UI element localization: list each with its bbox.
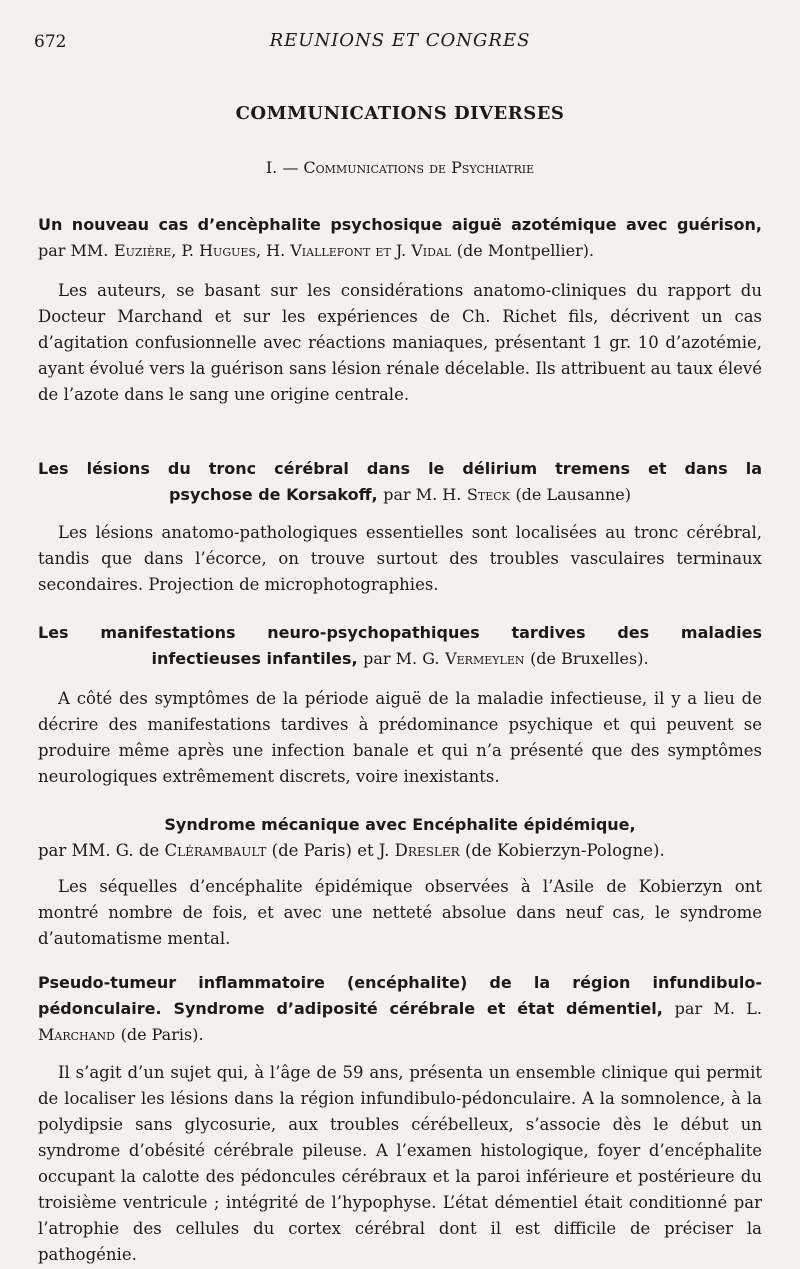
running-title: REUNIONS ET CONGRES [269,30,531,51]
article-5-by: par M. L. [674,999,762,1018]
page-number: 672 [34,32,67,52]
article-3-title-line2 [38,646,762,672]
article-4-affiliation-2: (de Kobierzyn-Pologne). [464,841,665,860]
article-4-affiliation-1: (de Paris) et J. [271,841,390,860]
article-4-authors [38,838,762,864]
article-1 [38,212,762,408]
article-4-author-2: Dresler [394,841,460,860]
article-3-authors: Vermeylen [445,649,525,668]
article-4-body: Les séquelles d’encéphalite épidémique observées à l’Asile de Kobierzyn ont montré nombre de fois, et avec une netteté absolue dans neuf cas, le syndrome d’automatisme mental. [38,877,762,948]
subsection-heading [0,158,800,177]
article-3-by: par M. G. [363,649,440,668]
article-2-authors: Steck [466,485,510,504]
article-2-title-line2 [38,482,762,508]
article-3-affiliation: (de Bruxelles). [530,649,649,668]
article-5-title-text: Pseudo-tumeur inflammatoire (encéphalite) de la région infundibulo-pédonculaire. Syndrome d’adiposité cérébrale et état démentiel, [38,973,762,1018]
article-3-body: A côté des symptômes de la période aiguë de la maladie infectieuse, il y a lieu de décrire des manifestations tardives à prédominance psychique et qui peuvent se produire même après une infection banale et qui n’a présenté que des symptômes neurologiques extrêmement discrets, voire inexistants. [38,689,762,786]
article-2-by: par M. H. [383,485,462,504]
article-5-affiliation: (de Paris). [120,1025,204,1044]
article-1-title [38,212,762,264]
article-3-title-line1: Les manifestations neuro-psychopathiques tardives des maladies [38,623,762,642]
subsection-numeral: I. — [265,158,299,177]
article-4 [38,812,762,952]
article-1-affiliation: (de Montpellier). [456,241,595,260]
article-3-title-text: infectieuses infantiles, [151,649,358,668]
article-5 [38,970,762,1268]
section-title: COMMUNICATIONS DIVERSES [235,103,565,124]
article-1-authors: Euzière, P. Hugues, H. Viallefont et J. Vidal [113,241,452,260]
article-2-title-line1: Les lésions du tronc cérébral dans le délirium tremens et dans la [38,459,762,478]
article-5-body: Il s’agit d’un sujet qui, à l’âge de 59 ans, présenta un ensemble clinique qui permit de localiser les lésions dans la région infundibulo-pédonculaire. A la somnolence, à la polydipsie sans glycosurie, aux troubles cérébelleux, s’associe dès le début un syndrome d’obésité cérébrale pileuse. A l’examen histologique, foyer d’encéphalite occupant la calotte des pédoncules cérébraux et la paroi inférieure et postérieure du troisième ventricule ; intégrité de l’hypophyse. L’état démentiel était conditionné par l’atrophie des cellules du cortex cérébral dont il est difficile de préciser la pathogénie. [38,1063,762,1264]
article-4-title: Syndrome mécanique avec Encéphalite épidémique, [164,815,636,834]
article-1-title-text: Un nouveau cas d’encèphalite psychosique aiguë azotémique avec guérison, [38,215,762,234]
article-3 [38,620,762,790]
article-2-title-text: psychose de Korsakoff, [168,485,378,504]
article-5-authors: Marchand [38,1025,116,1044]
subsection-title: Communications de Psychiatrie [303,158,535,177]
article-4-by: par MM. G. de [38,841,160,860]
article-1-body: Les auteurs, se basant sur les considérations anatomo-cliniques du rapport du Docteur Marchand et sur les expériences de Ch. Richet fils, décrivent un cas d’agitation confusionnelle avec réactions maniaques, présentant 1 gr. 10 d’azotémie, ayant évolué vers la guérison sans lésion rénale décelable. Ils attribuent au taux élevé de l’azote dans le sang une origine centrale. [38,281,762,404]
article-2-affiliation: (de Lausanne) [515,485,632,504]
article-2 [38,456,762,598]
article-5-title [38,970,762,1048]
running-header [34,28,766,58]
article-2-body: Les lésions anatomo-pathologiques essentielles sont localisées au tronc cérébral, tandis que dans l’écorce, on trouve surtout des troubles vasculaires terminaux secondaires. Projection de microphotographies. [38,523,762,594]
article-1-by: par MM. [38,241,109,260]
article-4-author-1: Clérambault [164,841,267,860]
